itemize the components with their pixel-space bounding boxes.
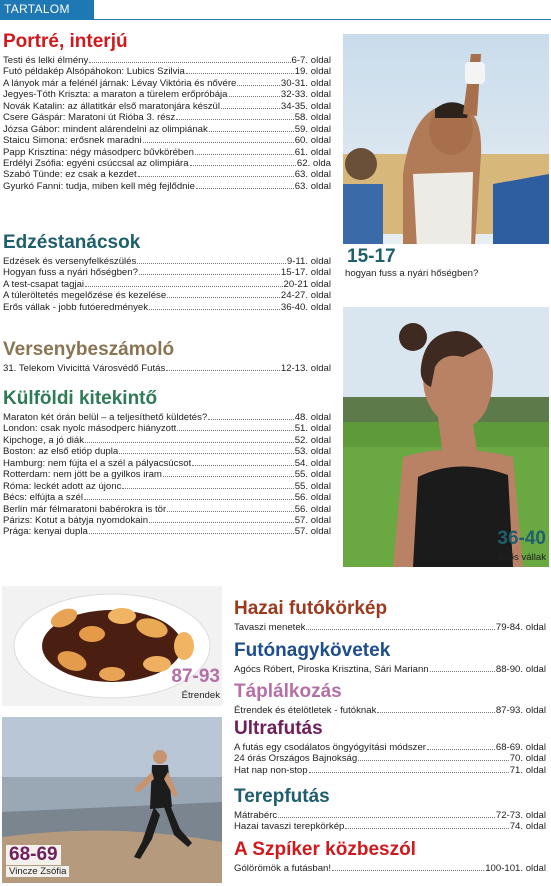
dot-leader [345,820,508,829]
entry-page: 30-31. oldal [280,77,331,89]
entry-page: 56. oldal [294,492,331,504]
dot-leader [427,741,495,750]
entry-title: Józsa Gábor: mindent alárendelni az olimpiának [3,123,208,135]
toc-entry[interactable] [3,301,331,312]
toc-entry[interactable] [3,77,331,88]
dot-leader [190,157,296,166]
toc-entry[interactable] [3,100,331,111]
entry-title: Étrendek és ételötletek - futóknak [234,705,377,716]
entry-page: 12-13. oldal [280,363,331,374]
toc-entry[interactable] [3,111,331,122]
toc-entry[interactable] [3,146,331,157]
dot-leader [84,491,294,500]
section-ultra [234,718,546,775]
entry-title: 24 órás Országos Bajnokság [234,753,358,765]
toc-entry[interactable] [3,445,331,456]
entry-title: Bécs: elfújta a szél [3,492,83,504]
entry-page: 58. oldal [294,112,331,124]
dot-leader [221,100,280,109]
dot-leader [85,434,294,443]
entry-page: 48. oldal [294,412,331,423]
toc-entry[interactable] [3,157,331,168]
entry-page: 53. oldal [294,446,331,458]
toc-entry[interactable] [234,752,546,763]
entry-page: 62. olda [296,157,331,169]
section-title: Hazai futókörkép [234,598,388,619]
toc-entry[interactable] [3,168,331,179]
toc-entry[interactable] [234,862,546,873]
entry-page: 9-11. oldal [286,256,331,267]
toc-entry[interactable] [234,704,546,715]
entry-title: Mátrabérc [234,810,278,821]
toc-entry[interactable] [234,741,546,752]
section-kulfoldi [3,388,331,537]
entry-page: 51. oldal [294,423,331,435]
entry-title: Szabó Tünde: ez csak a kezdet [3,169,137,181]
dot-leader [177,422,293,431]
toc-entry[interactable] [3,422,331,433]
entry-title: Staicu Simona: erősnek maradni [3,135,142,147]
entry-title: A futás egy csodálatos öngyógyítási módszer [234,742,426,753]
entry-title: Hazai tavaszi terepkörkép [234,821,345,833]
section-hazai [234,598,546,632]
toc-entry[interactable] [3,480,331,491]
dot-leader [138,168,294,177]
section-terep [234,786,546,832]
entry-title: Tavaszi menetek [234,622,306,633]
dot-leader [166,362,280,371]
contents-tab: TARTALOM [0,0,94,19]
entry-title: Gólörömök a futásban! [234,863,332,874]
entry-page: 55. oldal [294,480,331,492]
section-taplalkozas [234,681,546,715]
heat-page-number: 15-17 [347,246,396,267]
entry-page: 54. oldal [294,457,331,469]
section-title: Terepfutás [234,786,330,807]
entry-title: Erdélyi Zsófia: egyéni csúccsal az olimpiára [3,157,189,169]
toc-entry[interactable] [3,54,331,65]
entry-page: 72-73. oldal [495,810,546,821]
entry-title: A test-csapat tagjai [3,278,85,290]
entry-title: Futó példakép Alsópáhokon: Lubics Szilvia [3,66,185,78]
entry-page: 24-27. oldal [280,290,331,302]
dot-leader [237,77,279,86]
toc-entry[interactable] [3,123,331,134]
entry-page: 34-35. oldal [280,100,331,112]
entry-page: 15-17. oldal [280,267,331,279]
header-rule [0,19,551,20]
entry-page: 61. oldal [294,146,331,158]
entry-title: Gyurkó Fanni: tudja, miben kell még fejlődnie [3,180,195,192]
toc-entry[interactable] [234,820,546,831]
toc-entry[interactable] [3,468,331,479]
toc-entry[interactable] [3,255,331,266]
dot-leader [186,65,294,74]
dot-leader [209,123,294,132]
entry-title: Jegyes-Tóth Kriszta: a maraton a türelem erőpróbája [3,89,228,101]
dot-leader [192,457,293,466]
toc-entry[interactable] [3,88,331,99]
entry-page: 71. oldal [509,764,546,776]
toc-entry[interactable] [3,503,331,514]
toc-entry[interactable] [3,362,331,373]
toc-entry[interactable] [3,434,331,445]
entry-page: 87-93. oldal [495,705,546,716]
section-edzes [3,232,331,312]
entry-page: 56. oldal [294,503,331,515]
dot-leader [195,146,294,155]
toc-entry[interactable] [234,621,546,632]
entry-page: 59. oldal [294,123,331,135]
entry-page: 88-90. oldal [495,664,546,675]
toc-entry[interactable] [3,65,331,76]
section-title: Edzéstanácsok [3,232,141,253]
dot-leader [149,301,280,310]
dot-leader [89,54,290,63]
section-title: Portré, interjú [3,31,128,52]
entry-page: 70. oldal [509,753,546,765]
diet-page-number: 87-93 [171,666,220,687]
entry-page: 19. oldal [294,66,331,78]
toc-entry[interactable] [3,411,331,422]
entry-page: 6-7. oldal [291,55,331,66]
entry-page: 63. oldal [294,169,331,181]
dot-leader [332,862,484,871]
dot-leader [176,111,293,120]
dot-leader [143,134,294,143]
entry-title: Rotterdam: nem jött be a gyilkos iram [3,469,162,481]
entry-title: Róma: leckét adott az újonc [3,480,122,492]
section-verseny [3,339,331,373]
entry-page: 20-21 oldal [283,278,331,290]
entry-title: 31. Telekom Vivicittá Városvédő Futás [3,363,166,374]
dot-leader [85,278,282,287]
entry-page: 60. oldal [294,135,331,147]
dot-leader [358,752,509,761]
toc-entry[interactable] [3,180,331,191]
dot-leader [430,663,495,672]
entry-title: Hogyan fuss a nyári hőségben? [3,267,138,279]
dot-leader [229,88,280,97]
entry-title: Maraton két órán belül – a teljesíthető küldetés? [3,412,208,423]
toc-entry[interactable] [3,491,331,502]
entry-title: Papp Krisztina: négy másodperc bűvkörében [3,146,194,158]
dot-leader [208,411,293,420]
entry-title: Párizs: Kotut a bátyja nyomdokain [3,514,149,526]
entry-page: 79-84. oldal [495,622,546,633]
dot-leader [122,480,293,489]
food-photo [2,586,222,706]
section-title: Külföldi kitekintő [3,388,158,409]
section-nagykovet [234,640,546,674]
dot-leader [306,621,494,630]
entry-page: 36-40. oldal [280,301,331,313]
heat-caption: hogyan fuss a nyári hőségben? [345,268,479,279]
entry-title: Kipchoge, a jó diák [3,434,85,446]
entry-title: Hat nap non-stop [234,764,308,776]
toc-entry[interactable] [3,134,331,145]
toc-entry[interactable] [3,289,331,300]
entry-page: 57. oldal [294,514,331,526]
toc-entry[interactable] [234,663,546,674]
entry-title: Prága: kenyai dupla [3,526,88,538]
toc-entry[interactable] [3,514,331,525]
section-portre [3,31,331,191]
shoulders-page-number: 36-40 [497,528,546,549]
entry-title: A túleröltetés megelőzése és kezelése [3,290,167,302]
entry-title: A lányok már a felénél járnak: Lévay Viktória és nővére [3,77,237,89]
dot-leader [137,255,286,264]
vincze-page-number: 68-69 [6,845,61,865]
entry-page: 74. oldal [509,821,546,833]
section-title: Ultrafutás [234,718,323,739]
diet-caption: Étrendek [181,690,220,701]
dot-leader [309,764,509,773]
entry-title: Edzések és versenyfelkészülés [3,256,137,267]
shoulders-caption: Erős vállak [499,552,546,563]
dot-leader [278,809,495,818]
entry-title: Boston: az első etióp dupla [3,446,119,458]
entry-title: Berlin már félmaratoni babérokra is tör [3,503,167,515]
entry-page: 55. oldal [294,469,331,481]
dot-leader [196,180,294,189]
entry-page: 68-69. oldal [495,742,546,753]
entry-page: 57. oldal [294,526,331,538]
section-szpiker [234,839,546,873]
vincze-caption: Vincze Zsófia [6,866,69,877]
entry-page: 63. oldal [294,180,331,192]
section-title: Táplálkozás [234,681,342,702]
section-title: Versenybeszámoló [3,339,175,360]
entry-page: 32-33. oldal [280,89,331,101]
toc-entry[interactable] [234,764,546,775]
entry-title: Hamburg: nem fújta el a szél a pályacsúcsot [3,457,192,469]
dot-leader [139,266,280,275]
entry-page: 100-101. oldal [485,863,546,874]
toc-entry[interactable] [3,278,331,289]
dot-leader [377,704,494,713]
entry-title: Csere Gáspár: Maratoni út Rióba 3. rész [3,112,176,124]
dot-leader [119,445,294,454]
entry-page: 52. oldal [294,434,331,446]
toc-entry[interactable] [3,266,331,277]
toc-entry[interactable] [3,457,331,468]
dot-leader [89,525,294,534]
dot-leader [149,514,294,523]
entry-title: London: csak nyolc másodperc hiányzott [3,423,177,435]
entry-title: Agócs Róbert, Piroska Krisztina, Sári Mariann [234,664,429,675]
entry-title: Novák Katalin: az állatitkár első maratonjára készül [3,100,221,112]
entry-title: Testi és lelki élmény [3,55,89,66]
dot-leader [167,503,294,512]
dot-leader [167,289,280,298]
toc-entry[interactable] [234,809,546,820]
section-title: A Szpíker közbeszól [234,839,416,860]
toc-entry[interactable] [3,525,331,536]
entry-title: Erős vállak - jobb futóeredmények [3,301,149,313]
dot-leader [163,468,294,477]
section-title: Futónagykövetek [234,640,391,661]
